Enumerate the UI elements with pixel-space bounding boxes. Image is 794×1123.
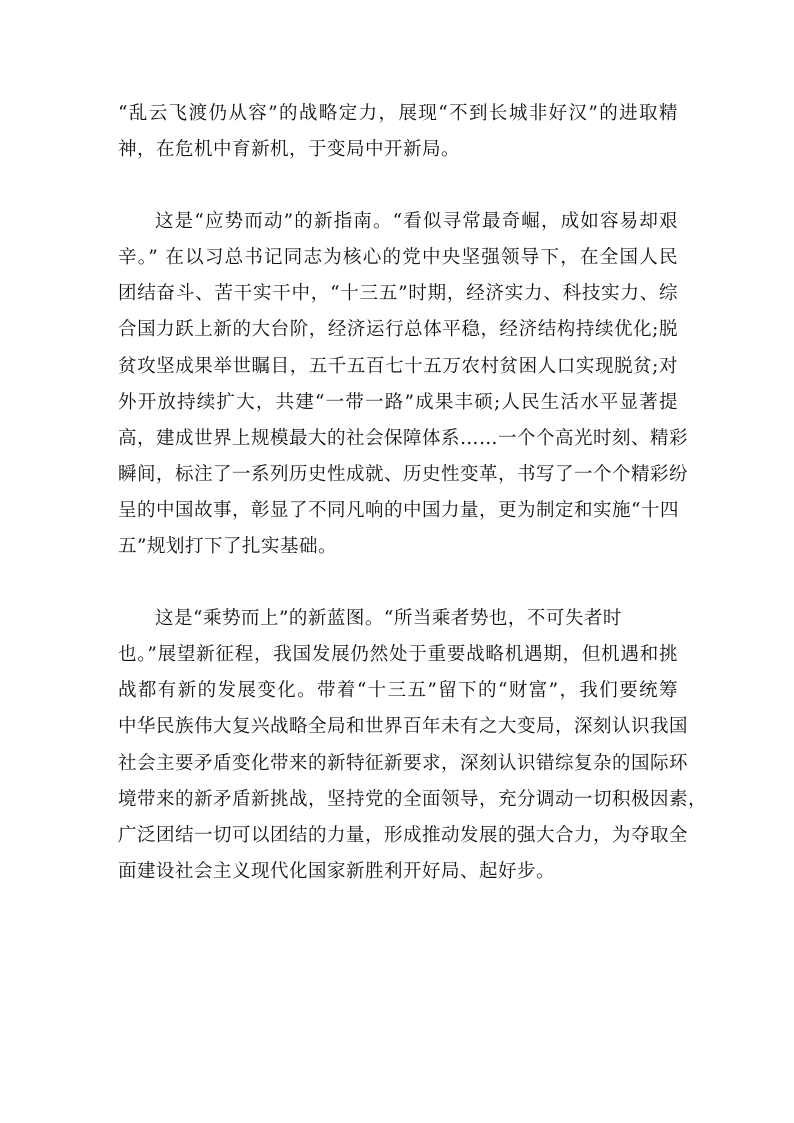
text-line: 神，在危机中育新机，于变局中开新局。 — [118, 139, 461, 161]
text-line: 这是“应势而动”的新指南。“看似寻常最奇崛，成如容易却艰 — [155, 211, 678, 233]
text-line: 五”规划打下了扎实基础。 — [118, 536, 337, 558]
text-line: 面建设社会主义现代化国家新胜利开好局、起好步。 — [118, 860, 556, 882]
document-body — [118, 96, 708, 890]
text-line: 高，建成世界上规模最大的社会保障体系……一个个高光时刻、精彩 — [118, 427, 689, 449]
text-line: “乱云飞渡仍从容”的战略定力，展现“不到长城非好汉”的进取精 — [118, 103, 678, 124]
text-line: 也。”展望新征程，我国发展仍然处于重要战略机遇期，但机遇和挑 — [118, 644, 678, 666]
text-line: 团结奋斗、苦干实干中，“十三五”时期，经济实力、科技实力、综 — [118, 283, 678, 305]
text-line: 中华民族伟大复兴战略全局和世界百年未有之大变局，深刻认识我国 — [118, 716, 689, 738]
text-line: 贫攻坚成果举世瞩目，五千五百七十五万农村贫困人口实现脱贫;对 — [118, 355, 678, 377]
text-line: 呈的中国故事，彰显了不同凡响的中国力量，更为制定和实施“十四 — [118, 499, 679, 521]
text-line: 合国力跃上新的大台阶，经济运行总体平稳，经济结构持续优化;脱 — [118, 319, 678, 341]
paragraph-2 — [118, 204, 689, 565]
text-line: 外开放持续扩大，共建“一带一路”成果丰硕;人民生活水平显著提 — [118, 391, 678, 413]
text-line: 社会主要矛盾变化带来的新特征新要求，深刻认识错综复杂的国际环 — [118, 752, 689, 774]
text-line: 这是“乘势而上”的新蓝图。“所当乘者势也，不可失者时 — [155, 608, 622, 630]
text-line: 境带来的新矛盾新挑战，坚持党的全面领导，充分调动一切积极因素， — [118, 788, 708, 810]
text-line: 辛。” 在以习总书记同志为核心的党中央坚强领导下，在全国人民 — [118, 247, 678, 269]
text-line: 战都有新的发展变化。带着“十三五”留下的“财富”，我们要统筹 — [118, 680, 678, 702]
paragraph-spacer — [118, 168, 678, 204]
text-line: 广泛团结一切可以团结的力量，形成推动发展的强大合力，为夺取全 — [118, 824, 689, 846]
text-line: 瞬间，标注了一系列历史性成就、历史性变革，书写了一个个精彩纷 — [118, 463, 689, 485]
paragraph-3 — [118, 601, 708, 890]
paragraph-1 — [118, 96, 678, 168]
paragraph-spacer — [118, 565, 678, 601]
